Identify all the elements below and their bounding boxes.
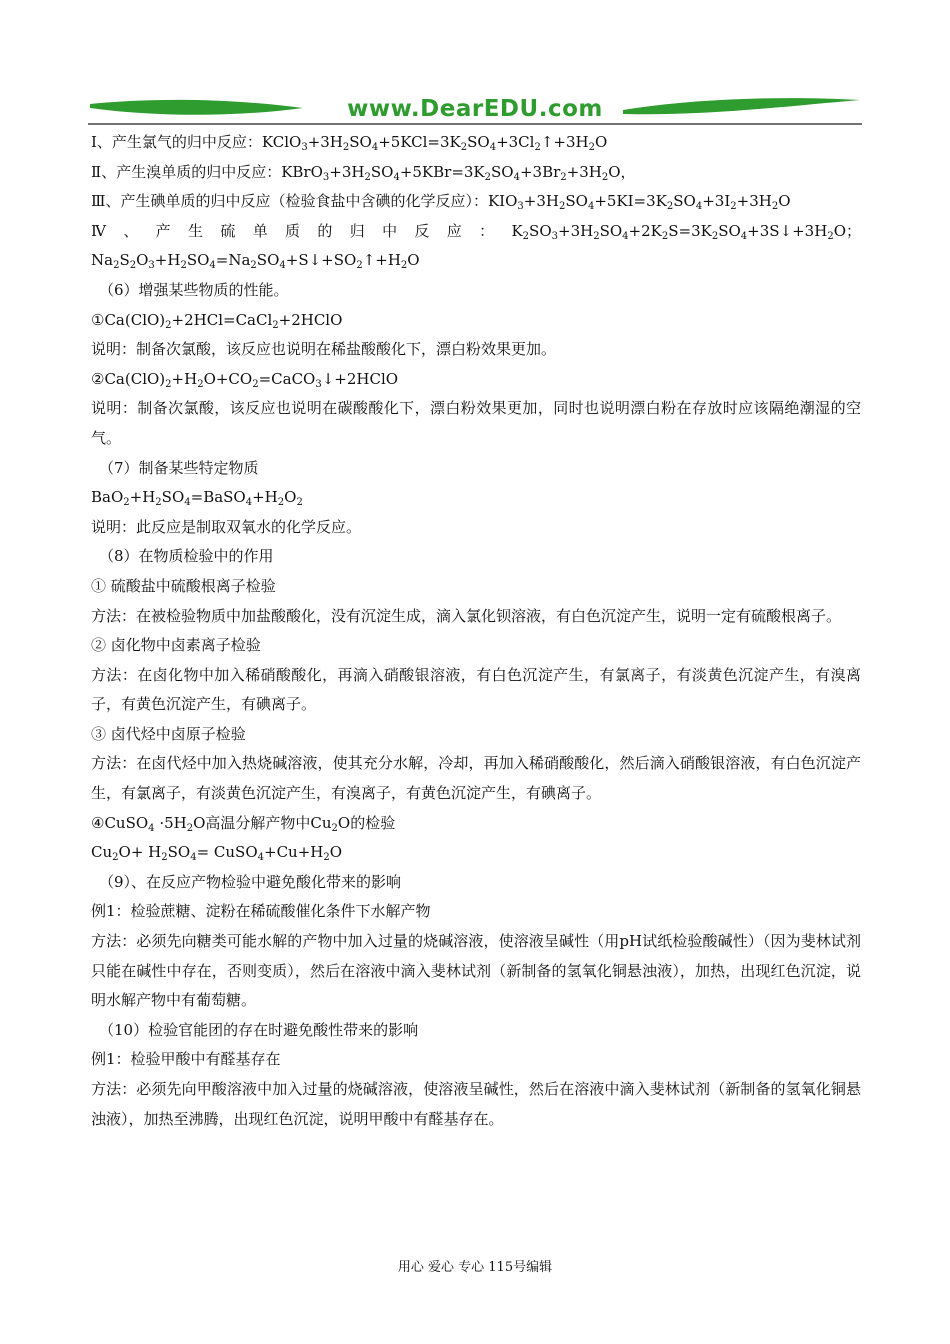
equation-4: $Cu_2O+ H_2SO_4=$ $CuSO_4+Cu+H_2O$ — [91, 843, 343, 864]
section-9-heading: （9）、在反应产物检验中避免酸化带来的影响 — [99, 872, 402, 891]
method-2: 方法：在卤化物中加入稀硝酸酸化，再滴入硝酸银溶液，有白色沉淀产生，有氯离子，有淡黄色沉淀产生，有溴离子，有黄色沉淀产生，有碘离子。 — [91, 665, 861, 714]
line-2: Ⅱ、产生溴单质的归中反应：$KBrO_3+3H_2SO_4+5KBr=3K_2SO_4+3Br_2+3H_2O$， — [91, 162, 636, 183]
line-3: Ⅲ、产生碘单质的归中反应（检验食盐中含碘的化学反应）：$KIO_3+3H_2SO_4+5KI=3K_2SO_4+3I_2+3H_2O$ — [91, 192, 791, 213]
site-logo[interactable]: www.DearEDU.com — [347, 96, 603, 122]
section-7-heading: （7）制备某些特定物质 — [99, 458, 259, 477]
example-1-heading: 例1：检验蔗糖、淀粉在稀硫酸催化条件下水解产物 — [91, 902, 431, 921]
line-1: Ⅰ、产生氯气的归中反应：$KClO_3+3H_2SO_4+5KCl=3K_2SO_4+3Cl_2↑+3H_2O$ — [91, 133, 608, 153]
page-header — [88, 94, 862, 126]
method-1: 方法：在被检验物质中加盐酸酸化，没有沉淀生成，滴入氯化钡溶液，有白色沉淀产生，说明一定有硫酸根离子。 — [91, 606, 842, 625]
equation-3: $BaO_2+H_2SO_4=BaSO_4+H_2O_2$ — [91, 488, 303, 509]
note-1: 说明：制备次氯酸，该反应也说明在稀盐酸酸化下，漂白粉效果更加。 — [91, 340, 557, 359]
note-3: 说明：此反应是制取双氧水的化学反应。 — [91, 517, 362, 536]
section-10-heading: （10）检验官能团的存在时避免酸性带来的影响 — [99, 1020, 419, 1039]
method-4: 方法：必须先向糖类可能水解的产物中加入过量的烧碱溶液，使溶液呈碱性（用pH试纸检验酸碱性）（因为斐林试剂只能在碱性中存在，否则变质），然后在溶液中滴入斐林试剂（新制备的氢氧化铜悬浊液），加热，出现红色沉淀，说明水解产物中有葡萄糖。 — [91, 932, 861, 1010]
page-footer: 用心 爱心 专心 115号编辑 — [397, 1260, 553, 1275]
equation-2: $②Ca(ClO)_2+H_2O+CO_2=CaCO_3↓+2HClO$ — [91, 369, 399, 390]
item-4-heading: ④CuSO$_4$ $\cdot 5H_2O$高温分解产物中$Cu_2O$的检验 — [91, 813, 396, 834]
method-3: 方法：在卤代烃中加入热烧碱溶液，使其充分水解，冷却，再加入稀硝酸酸化，然后滴入硝酸银溶液，有白色沉淀产生，有氯离子，有淡黄色沉淀产生，有溴离子，有黄色沉淀产生，有碘离子。 — [91, 754, 861, 803]
section-8-heading: （8）在物质检验中的作用 — [99, 547, 274, 566]
note-2: 说明：制备次氯酸，该反应也说明在碳酸酸化下，漂白粉效果更加，同时也说明漂白粉在存放时应该隔绝潮湿的空气。 — [91, 399, 861, 447]
item-2-heading: ② 卤化物中卤素离子检验 — [91, 636, 261, 655]
equation-1: $①Ca(ClO)_2+2HCl=CaCl_2+2HClO$ — [91, 310, 343, 331]
example-2-heading: 例1：检验甲酸中有醛基存在 — [91, 1050, 281, 1069]
method-5: 方法：必须先向甲酸溶液中加入过量的烧碱溶液，使溶液呈碱性，然后在溶液中滴入斐林试剂（新制备的氢氧化铜悬浊液），加热至沸腾，出现红色沉淀，说明甲酸中有醛基存在。 — [91, 1080, 861, 1128]
document-body — [91, 128, 861, 1134]
section-6-heading: （6）增强某些物质的性能。 — [99, 280, 289, 299]
line-4: Ⅳ、产生硫单质的归中反应：$K_2SO_3+3H_2SO_4+2K_2S=3K_2SO_4+3S↓+3H_2O$；$Na_2S_2O_3+H_2SO_4=Na_2SO_4+S↓+SO_2↑+H_2O$ — [91, 221, 861, 272]
item-1-heading: ① 硫酸盐中硫酸根离子检验 — [91, 576, 276, 595]
item-3-heading: ③ 卤代烃中卤原子检验 — [91, 724, 246, 743]
